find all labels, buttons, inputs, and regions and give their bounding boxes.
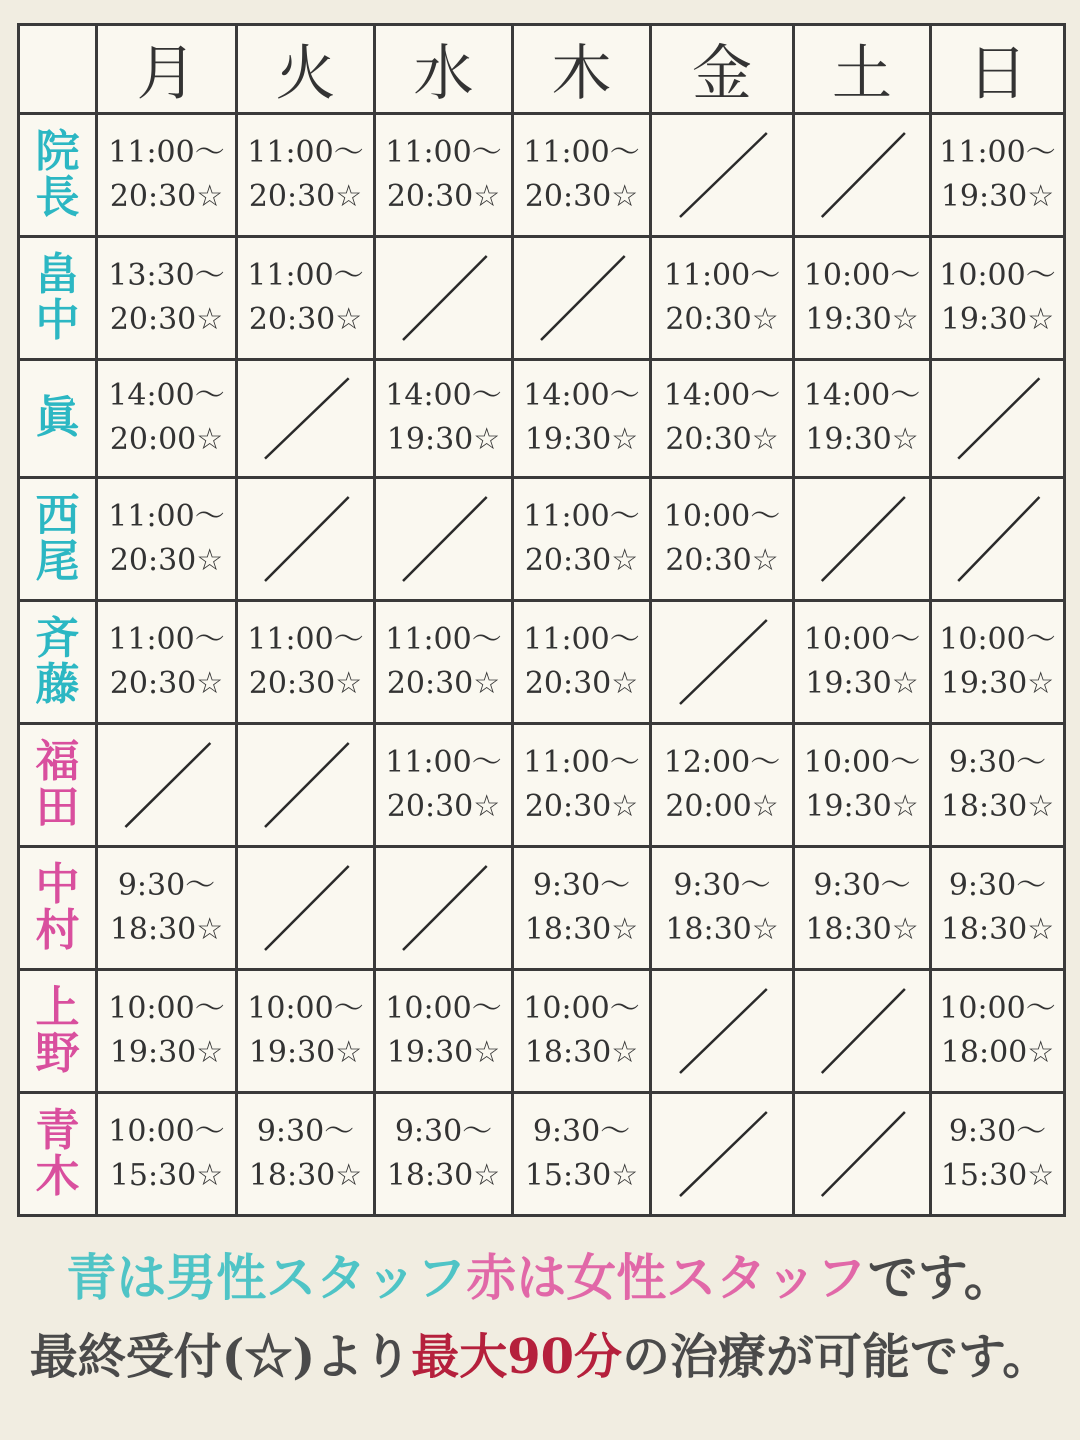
day-off-cell bbox=[794, 969, 931, 1092]
shift-start: 9:30〜 bbox=[532, 1113, 631, 1149]
last-reception: 19:30☆ bbox=[524, 422, 639, 458]
shift-start: 9:30〜 bbox=[673, 867, 771, 903]
male-legend: 青は男性スタッフ bbox=[66, 1248, 467, 1307]
staff-row bbox=[19, 723, 1065, 846]
day-off-cell bbox=[97, 723, 237, 846]
shift-cell bbox=[931, 237, 1065, 360]
shift-cell bbox=[375, 723, 513, 846]
note-end: の治療が可能です。 bbox=[622, 1329, 1051, 1385]
shift-start: 10:00〜 bbox=[803, 258, 921, 294]
last-reception: 20:30☆ bbox=[248, 179, 363, 214]
shift-cell bbox=[651, 477, 794, 600]
day-off-slash-icon bbox=[795, 971, 929, 1091]
shift-start: 11:00〜 bbox=[385, 744, 502, 780]
shift-cell bbox=[794, 723, 931, 846]
last-reception: 18:00☆ bbox=[940, 1034, 1055, 1070]
day-off-cell bbox=[931, 477, 1065, 600]
shift-start: 11:00〜 bbox=[247, 135, 364, 170]
last-reception: 20:30☆ bbox=[109, 542, 224, 578]
staff-name: 眞 bbox=[35, 392, 80, 444]
day-off-cell bbox=[237, 723, 375, 846]
shift-cell bbox=[931, 1092, 1065, 1215]
last-reception: 15:30☆ bbox=[524, 1157, 639, 1193]
shift-cell bbox=[513, 1092, 651, 1215]
last-reception: 18:30☆ bbox=[940, 788, 1055, 824]
day-off-cell bbox=[237, 360, 375, 478]
last-reception: 20:30☆ bbox=[248, 302, 363, 338]
shift-start: 10:00〜 bbox=[939, 621, 1056, 657]
staff-row bbox=[19, 846, 1065, 969]
shift-cell bbox=[794, 237, 931, 360]
staff-name-cell bbox=[19, 969, 97, 1092]
shift-cell bbox=[237, 1092, 375, 1215]
staff-row bbox=[19, 600, 1065, 723]
day-off-cell bbox=[931, 360, 1065, 478]
shift-cell bbox=[97, 237, 237, 360]
shift-start: 14:00〜 bbox=[385, 378, 502, 414]
day-off-cell bbox=[651, 114, 794, 237]
staff-name-cell bbox=[19, 600, 97, 723]
last-reception: 19:30☆ bbox=[805, 788, 919, 824]
last-reception: 20:30☆ bbox=[524, 179, 639, 214]
day-header-row bbox=[19, 25, 1065, 114]
shift-start: 11:00〜 bbox=[385, 135, 502, 170]
shift-cell bbox=[237, 600, 375, 723]
day-off-slash-icon bbox=[795, 1094, 929, 1214]
last-reception: 20:30☆ bbox=[386, 665, 501, 701]
shift-start: 10:00〜 bbox=[663, 498, 781, 534]
schedule-body bbox=[19, 114, 1065, 1216]
shift-start: 11:00〜 bbox=[523, 744, 640, 780]
staff-name: 院長 bbox=[35, 126, 80, 223]
shift-cell bbox=[375, 600, 513, 723]
shift-start: 10:00〜 bbox=[803, 621, 921, 657]
staff-row bbox=[19, 1092, 1065, 1215]
last-reception: 20:30☆ bbox=[665, 542, 779, 578]
shift-cell bbox=[375, 969, 513, 1092]
last-reception: 19:30☆ bbox=[940, 179, 1055, 214]
shift-start: 10:00〜 bbox=[939, 990, 1056, 1026]
shift-cell bbox=[237, 969, 375, 1092]
shift-cell bbox=[651, 360, 794, 478]
day-off-slash-icon bbox=[652, 115, 792, 235]
shift-start: 10:00〜 bbox=[385, 990, 502, 1026]
shift-cell bbox=[651, 237, 794, 360]
shift-start: 10:00〜 bbox=[108, 1113, 225, 1149]
day-off-slash-icon bbox=[652, 1094, 792, 1214]
day-off-cell bbox=[375, 477, 513, 600]
shift-cell bbox=[97, 477, 237, 600]
shift-cell bbox=[513, 846, 651, 969]
shift-start: 11:00〜 bbox=[523, 621, 640, 657]
legend-suffix: です。 bbox=[867, 1248, 1014, 1307]
day-off-cell bbox=[513, 237, 651, 360]
day-off-slash-icon bbox=[98, 725, 235, 845]
staff-name-cell bbox=[19, 360, 97, 478]
last-reception: 20:00☆ bbox=[109, 422, 224, 458]
day-off-slash-icon bbox=[238, 479, 373, 599]
shift-start: 11:00〜 bbox=[108, 135, 225, 170]
day-off-cell bbox=[794, 114, 931, 237]
shift-start: 10:00〜 bbox=[803, 744, 921, 780]
staff-name: 西尾 bbox=[35, 489, 80, 587]
staff-name-cell bbox=[19, 477, 97, 600]
day-header: 月 bbox=[97, 25, 237, 114]
day-off-slash-icon bbox=[795, 115, 929, 235]
shift-start: 12:00〜 bbox=[663, 744, 781, 780]
last-reception: 18:30☆ bbox=[386, 1157, 501, 1193]
last-reception: 20:00☆ bbox=[665, 788, 779, 824]
day-header: 金 bbox=[651, 25, 794, 114]
shift-start: 11:00〜 bbox=[247, 258, 364, 294]
staff-name: 斉藤 bbox=[35, 612, 80, 710]
shift-start: 11:00〜 bbox=[108, 621, 225, 657]
last-reception: 20:30☆ bbox=[109, 302, 224, 338]
shift-cell bbox=[513, 114, 651, 237]
last-reception: 20:30☆ bbox=[109, 665, 224, 701]
day-off-cell bbox=[794, 477, 931, 600]
last-reception: 15:30☆ bbox=[109, 1157, 224, 1193]
last-reception: 19:30☆ bbox=[386, 422, 501, 458]
staff-name: 上野 bbox=[35, 981, 80, 1079]
last-reception: 18:30☆ bbox=[805, 911, 919, 947]
shift-start: 9:30〜 bbox=[256, 1113, 355, 1149]
shift-start: 11:00〜 bbox=[108, 498, 225, 534]
shift-cell bbox=[97, 969, 237, 1092]
day-header: 日 bbox=[931, 25, 1065, 114]
shift-start: 14:00〜 bbox=[523, 378, 640, 414]
shift-cell bbox=[794, 846, 931, 969]
last-reception: 20:30☆ bbox=[524, 542, 639, 578]
staff-name: 福田 bbox=[35, 735, 80, 833]
shift-cell bbox=[97, 114, 237, 237]
last-reception: 20:30☆ bbox=[665, 422, 779, 458]
day-off-cell bbox=[651, 1092, 794, 1215]
last-reception: 19:30☆ bbox=[248, 1034, 363, 1070]
day-off-cell bbox=[651, 600, 794, 723]
last-reception: 18:30☆ bbox=[524, 1034, 639, 1070]
staff-name-cell bbox=[19, 846, 97, 969]
day-header: 火 bbox=[237, 25, 375, 114]
day-header: 木 bbox=[513, 25, 651, 114]
day-off-slash-icon bbox=[652, 971, 792, 1091]
last-reception: 20:30☆ bbox=[524, 665, 639, 701]
staff-row bbox=[19, 237, 1065, 360]
last-reception: 18:30☆ bbox=[248, 1157, 363, 1193]
last-reception: 20:30☆ bbox=[386, 788, 501, 824]
day-off-slash-icon bbox=[238, 361, 373, 476]
shift-cell bbox=[651, 723, 794, 846]
day-off-slash-icon bbox=[376, 479, 511, 599]
shift-start: 11:00〜 bbox=[385, 621, 502, 657]
staff-row bbox=[19, 969, 1065, 1092]
staff-name: 畠中 bbox=[35, 249, 80, 347]
shift-start: 14:00〜 bbox=[803, 378, 921, 414]
corner-cell bbox=[19, 25, 97, 114]
shift-cell bbox=[513, 600, 651, 723]
shift-start: 14:00〜 bbox=[663, 378, 781, 414]
last-reception: 18:30☆ bbox=[940, 911, 1055, 947]
shift-cell bbox=[931, 114, 1065, 237]
last-reception: 20:30☆ bbox=[665, 302, 779, 338]
staff-name-cell bbox=[19, 1092, 97, 1215]
shift-cell bbox=[97, 360, 237, 478]
day-off-slash-icon bbox=[652, 602, 792, 722]
last-reception: 19:30☆ bbox=[940, 665, 1055, 701]
shift-cell bbox=[375, 114, 513, 237]
shift-cell bbox=[97, 1092, 237, 1215]
note-start: 最終受付(☆)より bbox=[29, 1329, 412, 1385]
day-off-cell bbox=[651, 969, 794, 1092]
female-legend: 赤は女性スタッフ bbox=[466, 1248, 868, 1307]
shift-start: 11:00〜 bbox=[939, 135, 1056, 170]
shift-start: 9:30〜 bbox=[394, 1113, 493, 1149]
day-off-slash-icon bbox=[238, 848, 373, 968]
shift-start: 9:30〜 bbox=[948, 1113, 1047, 1149]
last-reception: 15:30☆ bbox=[940, 1157, 1055, 1193]
shift-start: 10:00〜 bbox=[247, 990, 364, 1026]
staff-name: 中村 bbox=[35, 858, 80, 956]
shift-cell bbox=[375, 360, 513, 478]
shift-cell bbox=[651, 846, 794, 969]
shift-start: 9:30〜 bbox=[532, 867, 631, 903]
shift-start: 9:30〜 bbox=[813, 867, 911, 903]
day-off-cell bbox=[237, 846, 375, 969]
shift-cell bbox=[237, 114, 375, 237]
staff-name-cell bbox=[19, 723, 97, 846]
day-off-slash-icon bbox=[795, 479, 929, 599]
staff-name-cell bbox=[19, 237, 97, 360]
day-off-slash-icon bbox=[238, 725, 373, 845]
shift-start: 11:00〜 bbox=[663, 258, 781, 294]
shift-start: 14:00〜 bbox=[108, 378, 225, 414]
day-off-cell bbox=[794, 1092, 931, 1215]
staff-name: 青木 bbox=[35, 1104, 80, 1202]
last-reception: 19:30☆ bbox=[805, 422, 919, 458]
day-off-slash-icon bbox=[376, 238, 511, 358]
day-off-cell bbox=[375, 846, 513, 969]
shift-cell bbox=[97, 846, 237, 969]
shift-start: 11:00〜 bbox=[523, 498, 640, 534]
day-off-cell bbox=[237, 477, 375, 600]
last-reception: 20:30☆ bbox=[386, 179, 501, 214]
shift-start: 11:00〜 bbox=[247, 621, 364, 657]
shift-start: 9:30〜 bbox=[117, 867, 216, 903]
staff-schedule-table bbox=[17, 23, 1066, 1217]
shift-cell bbox=[794, 360, 931, 478]
day-off-slash-icon bbox=[932, 361, 1063, 476]
shift-start: 10:00〜 bbox=[108, 990, 225, 1026]
day-header: 水 bbox=[375, 25, 513, 114]
day-off-slash-icon bbox=[376, 848, 511, 968]
shift-cell bbox=[513, 360, 651, 478]
shift-cell bbox=[931, 600, 1065, 723]
shift-cell bbox=[97, 600, 237, 723]
last-reception: 19:30☆ bbox=[940, 302, 1055, 338]
last-reception: 18:30☆ bbox=[109, 911, 224, 947]
day-off-slash-icon bbox=[514, 238, 649, 358]
day-off-slash-icon bbox=[932, 479, 1063, 599]
last-reception: 20:30☆ bbox=[524, 788, 639, 824]
staff-row bbox=[19, 477, 1065, 600]
gender-legend bbox=[0, 1238, 1080, 1310]
shift-cell bbox=[794, 600, 931, 723]
shift-start: 13:30〜 bbox=[108, 258, 225, 294]
shift-cell bbox=[931, 723, 1065, 846]
treatment-note bbox=[0, 1318, 1080, 1387]
last-reception: 18:30☆ bbox=[665, 911, 779, 947]
last-reception: 18:30☆ bbox=[524, 911, 639, 947]
last-reception: 19:30☆ bbox=[386, 1034, 501, 1070]
shift-start: 10:00〜 bbox=[523, 990, 640, 1026]
shift-cell bbox=[513, 723, 651, 846]
staff-name-cell bbox=[19, 114, 97, 237]
last-reception: 19:30☆ bbox=[109, 1034, 224, 1070]
day-header: 土 bbox=[794, 25, 931, 114]
shift-cell bbox=[513, 969, 651, 1092]
shift-start: 9:30〜 bbox=[948, 744, 1047, 780]
shift-cell bbox=[931, 969, 1065, 1092]
staff-row bbox=[19, 114, 1065, 237]
shift-cell bbox=[237, 237, 375, 360]
last-reception: 20:30☆ bbox=[248, 665, 363, 701]
staff-row bbox=[19, 360, 1065, 478]
shift-start: 11:00〜 bbox=[523, 135, 640, 170]
day-off-cell bbox=[375, 237, 513, 360]
shift-start: 10:00〜 bbox=[939, 258, 1056, 294]
last-reception: 19:30☆ bbox=[805, 665, 919, 701]
shift-start: 9:30〜 bbox=[948, 867, 1047, 903]
last-reception: 20:30☆ bbox=[109, 179, 224, 214]
shift-cell bbox=[931, 846, 1065, 969]
note-highlight: 最大90分 bbox=[411, 1329, 623, 1385]
last-reception: 19:30☆ bbox=[805, 302, 919, 338]
shift-cell bbox=[513, 477, 651, 600]
shift-cell bbox=[375, 1092, 513, 1215]
